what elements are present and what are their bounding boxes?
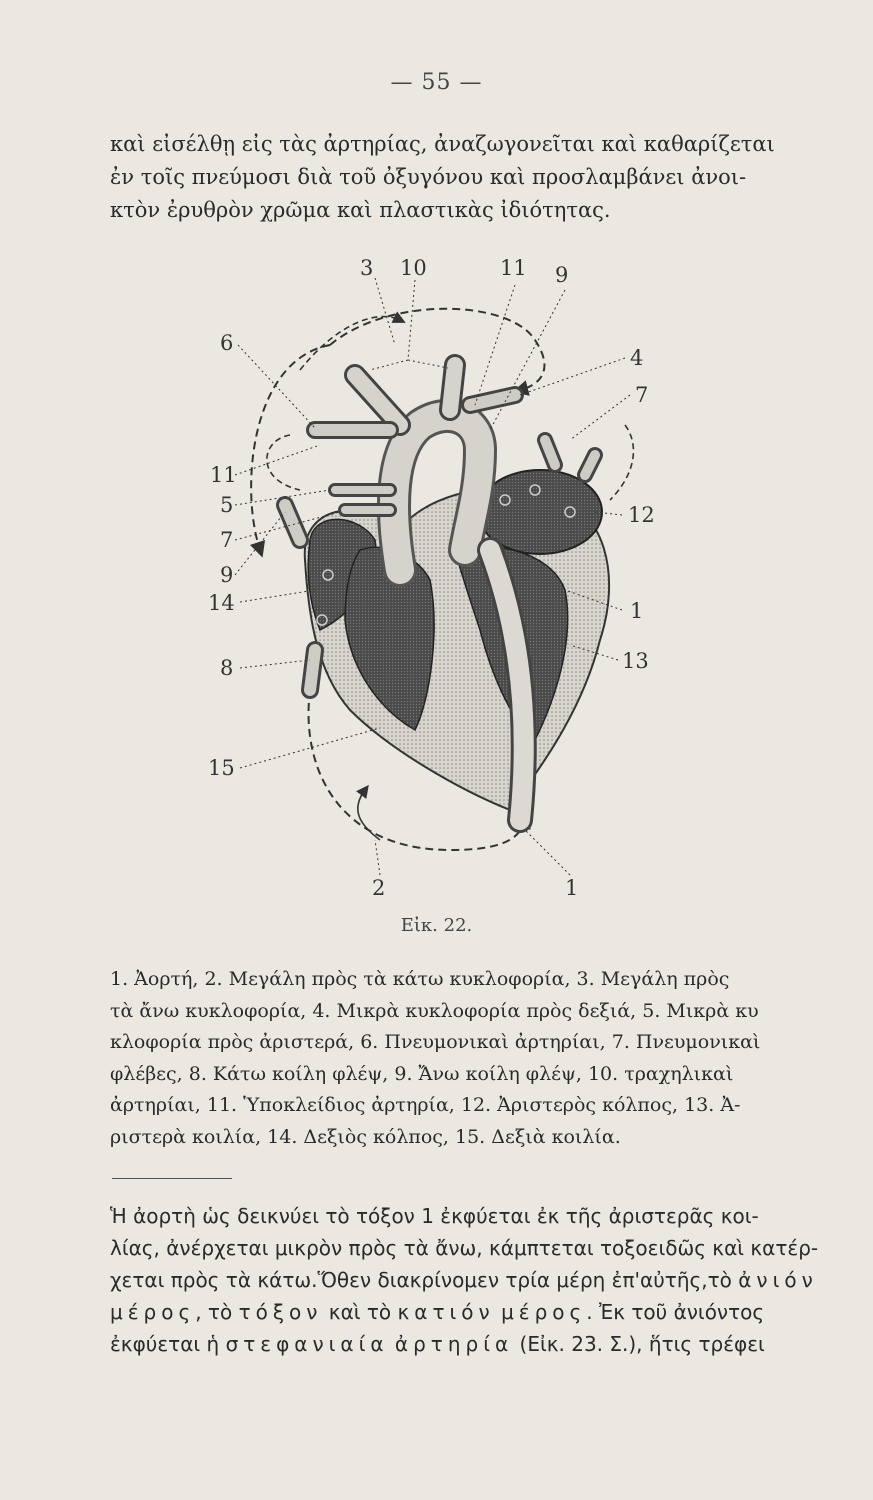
figure-caption: Εἰκ. 22. xyxy=(400,915,473,936)
body-text-run: (Εἰκ. 23. Σ.), ἥτις τρέφει xyxy=(513,1332,765,1356)
figure-label-2: 2 xyxy=(372,876,386,900)
intro-line: κτὸν ἐρυθρὸν χρῶμα καὶ πλαστικὰς ἰδιότητας. xyxy=(110,198,611,222)
figure-label-4: 4 xyxy=(630,346,644,370)
legend-line: φλέβες, 8. Κάτω κοίλη φλέψ, 9. Ἄνω κοίλη φλέψ, 10. τραχηλικαὶ xyxy=(110,1062,734,1085)
body-text-run: ἐκφύεται ἡ xyxy=(110,1332,226,1356)
figure-label-11-top: 11 xyxy=(500,256,527,280)
figure-label-10: 10 xyxy=(400,256,427,280)
figure-label-15: 15 xyxy=(208,756,235,780)
heart-circulation-figure xyxy=(190,250,680,930)
figure-label-6: 6 xyxy=(220,331,234,355)
legend-line: ριστερὰ κοιλία, 14. Δεξιὸς κόλπος, 15. Δεξιὰ κοιλία. xyxy=(110,1125,621,1148)
figure-label-7-left: 7 xyxy=(220,528,234,552)
figure-label-13: 13 xyxy=(622,649,649,673)
figure-label-1-bottom: 1 xyxy=(565,876,579,900)
pulmonary-right-loop xyxy=(610,425,633,500)
legend-line: τὰ ἄνω κυκλοφορία, 4. Μικρὰ κυκλοφορία πρὸς δεξιά, 5. Μικρὰ κυ xyxy=(110,999,759,1022)
lower-circulation-arrow xyxy=(358,790,380,840)
spaced-term-toxon: τόξον xyxy=(238,1300,323,1324)
body-text-run: χεται πρὸς τὰ κάτω.Ὅθεν διακρίνομεν τρία μέρη ἐπ'αὐτῆς,τὸ xyxy=(110,1268,739,1292)
figure-label-9-top: 9 xyxy=(555,263,569,287)
spaced-term-kation: κατιόν xyxy=(397,1300,495,1324)
body-line xyxy=(110,1328,790,1360)
body-text-run: . Ἐκ τοῦ ἀνιόντος xyxy=(586,1300,765,1324)
heart-illustration xyxy=(190,250,680,930)
body-line xyxy=(110,1264,818,1296)
upper-circulation-inner-loop xyxy=(300,317,400,370)
intro-paragraph xyxy=(110,128,790,227)
intro-line: ἐν τοῖς πνεύμοσι διὰ τοῦ ὀξυγόνου καὶ προσλαμβάνει ἀνοι- xyxy=(110,165,747,189)
spaced-term-stefaniaia: στεφανιαία xyxy=(225,1332,389,1356)
figure-label-12: 12 xyxy=(628,503,655,527)
spaced-term-anion: ἀνιόν xyxy=(738,1268,818,1292)
spaced-term-arteria: ἀρτηρία xyxy=(394,1332,514,1356)
figure-label-5: 5 xyxy=(220,493,234,517)
figure-label-14: 14 xyxy=(208,591,235,615)
spaced-term-meros: μέρος xyxy=(110,1300,196,1324)
legend-line: κλοφορία πρὸς ἀριστερά, 6. Πνευμονικαὶ ἀρτηρίαι, 7. Πνευμονικαὶ xyxy=(110,1031,761,1053)
body-line: Ἡ ἀορτὴ ὡς δεικνύει τὸ τόξον 1 ἐκφύεται ἐκ τῆς ἀριστερᾶς κοι- xyxy=(110,1204,759,1228)
figure-label-1-right: 1 xyxy=(630,599,644,623)
figure-label-7-right: 7 xyxy=(635,383,649,407)
body-text-run: καὶ τὸ xyxy=(322,1300,398,1324)
pulmonary-left-loop xyxy=(267,435,300,490)
figure-legend xyxy=(110,964,790,1153)
intro-line: καὶ εἰσέλθῃ εἰς τὰς ἀρτηρίας, ἀναζωγονεῖται καὶ καθαρίζεται xyxy=(110,132,775,156)
body-line: λίας, ἀνέρχεται μικρὸν πρὸς τὰ ἄνω, κάμπτεται τοξοειδῶς καὶ κατέρ- xyxy=(110,1236,819,1260)
figure-label-9-left: 9 xyxy=(220,563,234,587)
spaced-term-meros-2: μέρος xyxy=(501,1300,587,1324)
legend-line: ἀρτηρίαι, 11. Ὑποκλείδιος ἀρτηρία, 12. Ἀριστερὸς κόλπος, 13. Ἀ- xyxy=(110,1094,741,1116)
body-line xyxy=(110,1296,790,1328)
page-number: — 55 — xyxy=(390,70,483,95)
section-divider xyxy=(112,1178,232,1179)
figure-label-8: 8 xyxy=(220,656,234,680)
body-paragraph xyxy=(110,1200,819,1360)
legend-line: 1. Ἀορτή, 2. Μεγάλη πρὸς τὰ κάτω κυκλοφορία, 3. Μεγάλη πρὸς xyxy=(110,968,730,990)
figure-label-11-left: 11 xyxy=(210,463,237,487)
figure-label-3: 3 xyxy=(360,256,374,280)
body-text-run: , τὸ xyxy=(195,1300,239,1324)
